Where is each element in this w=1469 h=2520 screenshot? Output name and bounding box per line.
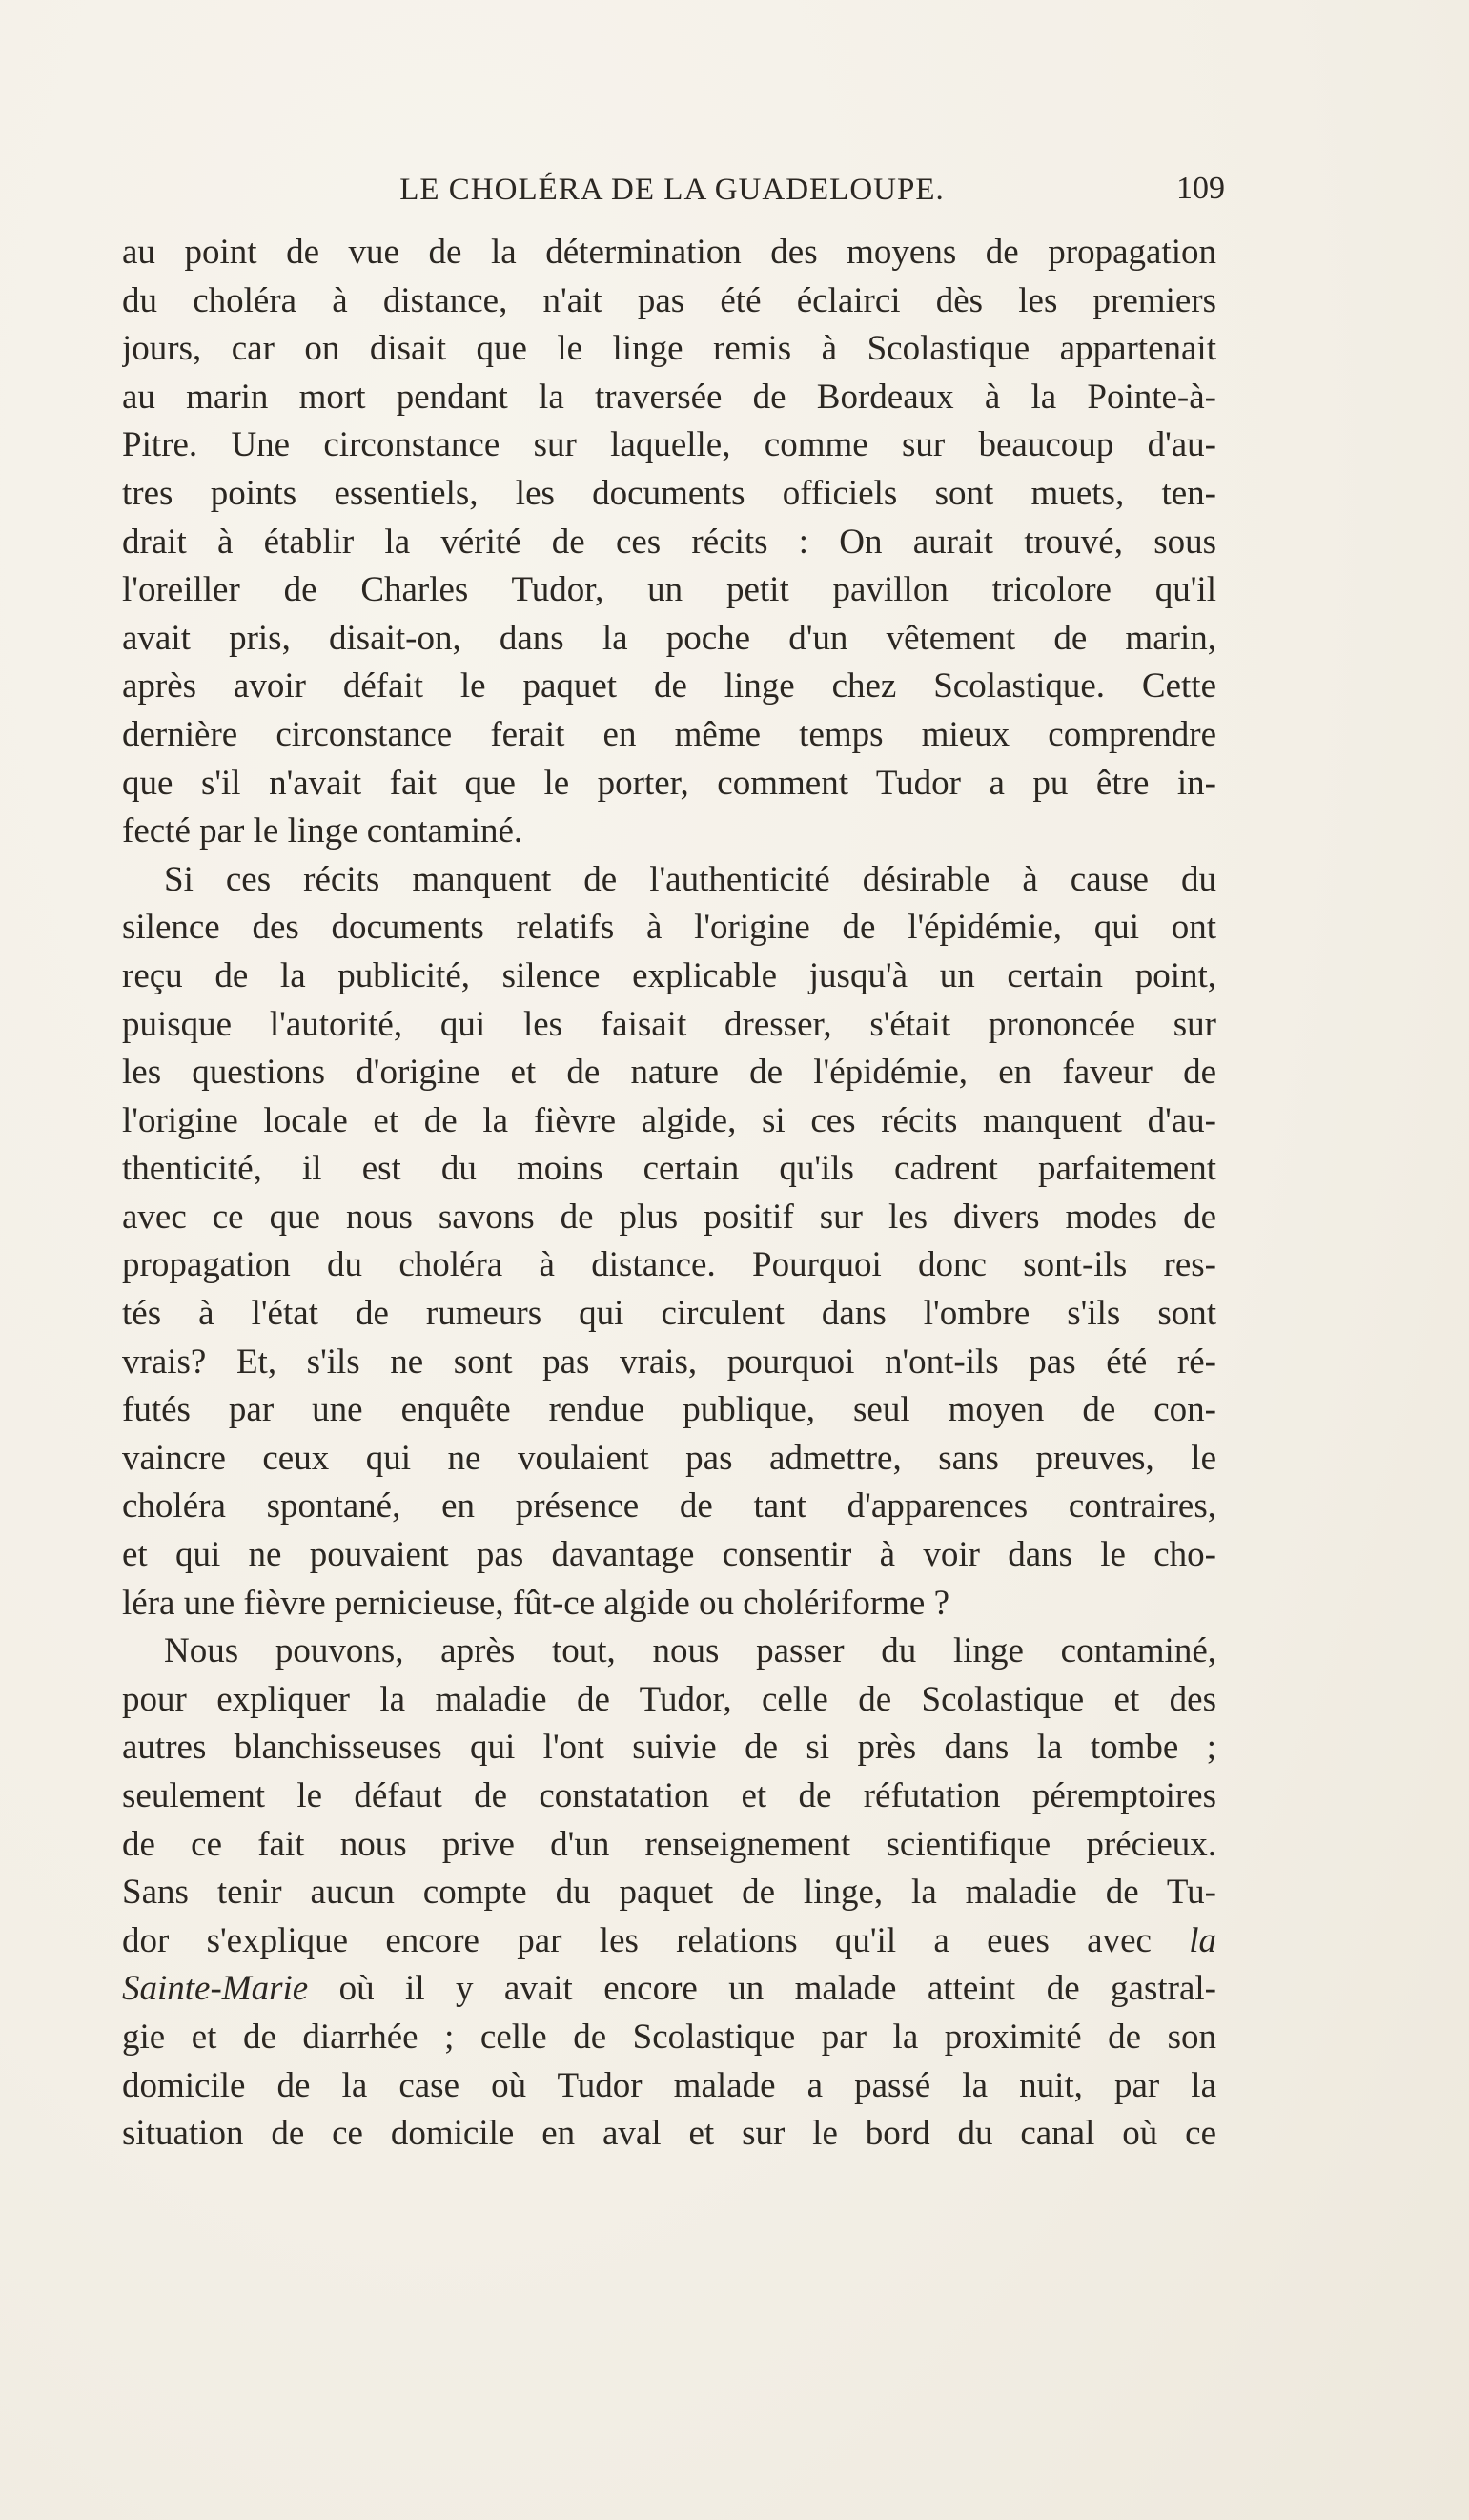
text-line: fecté par le linge contaminé. <box>122 811 523 851</box>
text-line: au point de vue de la détermination des moyens de propagation <box>122 233 1216 272</box>
italic-text: Sainte-Marie <box>122 1969 309 2009</box>
text-line: avait pris, disait-on, dans la poche d'un vêtement de marin, <box>122 618 1216 658</box>
italic-text: la <box>1189 1920 1216 1960</box>
running-title: LE CHOLÉRA DE LA GUADELOUPE. <box>399 173 945 207</box>
text-line: tres points essentiels, les documents officiels sont muets, ten- <box>122 473 1216 513</box>
text-line: vaincre ceux qui ne voulaient pas admettre, sans preuves, le <box>122 1438 1216 1478</box>
text-line: léra une fièvre pernicieuse, fût-ce algide ou cholériforme ? <box>122 1583 950 1623</box>
text-line: futés par une enquête rendue publique, seul moyen de con- <box>122 1390 1216 1430</box>
text-line: thenticité, il est du moins certain qu'ils cadrent parfaitement <box>122 1149 1216 1189</box>
text-line: gie et de diarrhée ; celle de Scolastique par la proximité de son <box>122 2017 1216 2057</box>
text-line: choléra spontané, en présence de tant d'apparences contraires, <box>122 1486 1216 1526</box>
text-line: dernière circonstance ferait en même temps mieux comprendre <box>122 714 1216 754</box>
text-line: Pitre. Une circonstance sur laquelle, comme sur beaucoup d'au- <box>122 425 1216 465</box>
text-line: puisque l'autorité, qui les faisait dresser, s'était prononcée sur <box>122 1004 1216 1044</box>
text-line: jours, car on disait que le linge remis à Scolastique appartenait <box>122 329 1216 369</box>
text-line: drait à établir la vérité de ces récits : On aurait trouvé, sous <box>122 522 1216 562</box>
text-line: silence des documents relatifs à l'origine de l'épidémie, qui ont <box>122 908 1216 948</box>
text-line: pour expliquer la maladie de Tudor, celle de Scolastique et des <box>122 1679 1216 1719</box>
text-line: au marin mort pendant la traversée de Bordeaux à la Pointe-à- <box>122 377 1216 417</box>
text-segment: où il y avait encore un malade atteint de gastral- <box>338 1969 1216 2009</box>
text-line: Sans tenir aucun compte du paquet de linge, la maladie de Tu- <box>122 1873 1216 1913</box>
text-line-with-italic <box>122 1965 1216 2014</box>
text-line: autres blanchisseuses qui l'ont suivie de si près dans la tombe ; <box>122 1728 1216 1768</box>
page-number: 109 <box>1176 171 1225 206</box>
text-line: et qui ne pouvaient pas davantage consentir à voir dans le cho- <box>122 1535 1216 1575</box>
text-line-with-italic <box>122 1917 1216 1966</box>
text-line: que s'il n'avait fait que le porter, comment Tudor a pu être in- <box>122 763 1216 803</box>
text-line: Nous pouvons, après tout, nous passer du linge contaminé, <box>164 1631 1216 1671</box>
text-line: après avoir défait le paquet de linge chez Scolastique. Cette <box>122 666 1216 707</box>
body-text <box>122 229 1216 2159</box>
text-line: les questions d'origine et de nature de l'épidémie, en faveur de <box>122 1053 1216 1093</box>
text-line: Si ces récits manquent de l'authenticité désirable à cause du <box>164 859 1216 899</box>
text-line: de ce fait nous prive d'un renseignement scientifique précieux. <box>122 1824 1216 1864</box>
text-line: tés à l'état de rumeurs qui circulent dans l'ombre s'ils sont <box>122 1294 1216 1334</box>
text-line: reçu de la publicité, silence explicable jusqu'à un certain point, <box>122 955 1216 995</box>
text-line: propagation du choléra à distance. Pourquoi donc sont-ils res- <box>122 1245 1216 1285</box>
text-line: l'oreiller de Charles Tudor, un petit pavillon tricolore qu'il <box>122 570 1216 610</box>
text-segment: dor s'explique encore par les relations qu'il a eues avec <box>122 1920 1152 1960</box>
text-line: seulement le défaut de constatation et de réfutation péremptoires <box>122 1776 1216 1815</box>
text-line: vrais? Et, s'ils ne sont pas vrais, pourquoi n'ont-ils pas été ré- <box>122 1342 1216 1382</box>
text-line: domicile de la case où Tudor malade a passé la nuit, par la <box>122 2065 1216 2105</box>
text-line: situation de ce domicile en aval et sur le bord du canal où ce <box>122 2114 1216 2154</box>
text-line: du choléra à distance, n'ait pas été éclairci dès les premiers <box>122 280 1216 320</box>
text-line: avec ce que nous savons de plus positif sur les divers modes de <box>122 1197 1216 1237</box>
text-line: l'origine locale et de la fièvre algide, si ces récits manquent d'au- <box>122 1100 1216 1140</box>
page-header <box>119 167 1225 215</box>
